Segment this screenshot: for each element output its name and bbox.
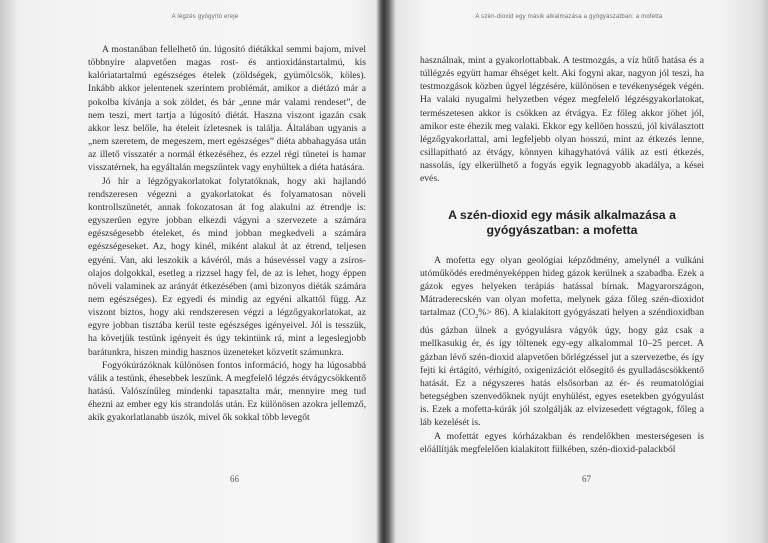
page-number-left: 66 (230, 474, 239, 484)
right-page (386, 0, 768, 543)
left-paragraph-1: A mostanában fellelhető ún. lúgosító diétákkal semmi bajom, mivel többnyire alapvetően magas rost- és antioxidánstartalmú, kis kalóriatartalmú egészséges ételek (zöldségek, gyümölcsök, köles). Inkább akkor jelentenek szerintem problémát, amikor a diétázó már a pokolba kívánja a sok zöldet, és bár „enne már valami rendeset”, de nem teszi, mert tartja a lúgosító diétát. Haszna viszont igazán csak akkor lesz belőle, ha ételeit ízletesnek is találja. Általában ugyanis a „nem szeretem, de megeszem, mert egészséges” diéta abbahagyása után az illető visszatér a normál étkezéséhez, és ezzel régi tünetei is hamar visszatérnek, ha egyáltalán megszűntek vagy enyhültek a diéta hatására. (88, 44, 366, 174)
section-heading: A szén-dioxid egy másik alkalmazása a gyógyászatban: a mofetta (448, 207, 676, 237)
left-paragraph-3: Fogyókúrázóknak különösen fontos információ, hogy ha lúgosabbá válik a testünk, éhesebbek leszünk. A megfelelő légzés étvágycsökkentő hatású. Valószínűleg mindenki tapasztalta már, mennyire meg tud éhezni az ember egy kis strandolás után. Ez különösen azokra jellemző, akik gyakorlatlanabb úszók, mivel ők sokkal több levegőt (88, 359, 366, 424)
left-paragraph-2: Jó hír a légzőgyakorlatokat folytatóknak, hogy aki hajlandó rendszeresen végezni a gyakorlatokat és folyamatosan növeli kontrollszünetét, annak fokozatosan át fog alakulni az étrendje is: egyszerűen egyre jobban elkezdi vágyni a szervezete a számára egészségesebb ételeket, és mind jobban megkedveli a számára egészségeseket. Az, hogy kinél, miként alakul át az étrend, teljesen egyéni. Van, aki leszokik a kávéról, más a húsevéssel vagy a zsíros-olajos dolgokkal, esetleg a rizzsel hagy fel, de az is lehet, hogy éppen növeli valaminek az arányát étkezésében (ami bizonyos diéták számára nem egészséges). Ez egyedi és mindig az egyéni alkattól függ. Az viszont biztos, hogy aki rendszeresen végzi a légzőgyakorlatokat, az egyre jobban tisztába kerül teste egészséges igényeivel. Jól is tesszük, ha követjük testünk igényeit és úgy tekintünk rá, mint a legeslegjobb barátunkra, hiszen mindig hasznos üzeneteket közvetít számunkra. (88, 175, 366, 358)
mofetta-text-part-2: %> 86). A kialakított gyógyászati helyen a széndioxidban dús gázban ülnek a gyógyulásra vágyók úgy, hogy gáz csak a mellkasukig ér, és így töltenek egy-egy alkalommal 10–25 percet. A gázban lévő szén-dioxid alapvetően bőrlégzéssel jut a szervezetbe, és így fejti ki értágító, vérhígító, oxigenizációt elősegítő és gyulladáscsökkentő hatását. Ez a négyszeres hatás elsősorban az ér- és reumatológiai betegségben szenvedőknek nyújt enyhülést, egyes esetekben gyógyulást is. Ezek a mofetta-kúrák jól szolgálják az elvizesedett végtagok, főleg a láb kezelését is. (420, 307, 705, 429)
right-paragraph-mofetta (420, 254, 704, 430)
running-head-left: A légzés gyógyító ereje (171, 14, 239, 20)
right-page-body (420, 54, 704, 456)
page-number-right: 67 (582, 474, 591, 484)
left-page-body (88, 43, 366, 425)
right-paragraph-last: A mofettát egyes kórházakban és rendelőkben mesterségesen is előállítják megfelelően kialakított fülkében, szén-dioxid-palackból (420, 430, 704, 455)
right-paragraph-continued: használnak, mint a gyakorlottabbak. A testmozgás, a víz hűtő hatása és a túllégzés együtt hamar éhséget kelt. Aki fogyni akar, nagyon jól teszi, ha testmozgások közben ügyel légzésére, különösen e tevékenységek végén. Ha valaki nyugalmi helyzetben végez megfelelő légzésgyakorlatokat, természetesen akkor is csökken az étvágya. Ez főleg akkor jöhet jól, amikor este éhezik meg valaki. Ekkor egy kellően hosszú, jól kiválasztott légzőgyakorlattal, ami legfeljebb olyan hosszú, mint az étkezés lenne, csillapítható az étvágy, könnyen kihagyhatóvá válik az esti étkezés, nassolás, így elkerülhető a fogyás egyik legnagyobb akadálya, a kései evés. (420, 55, 704, 185)
left-page (0, 0, 382, 543)
running-head-right: A szén-dioxid egy másik alkalmazása a gyógyászatban: a mofetta (475, 14, 663, 20)
mofetta-text-part-1: A mofetta egy olyan geológiai képződmény, amelynél a vulkáni utóműködés eredményeképpen hideg gázok kerülnek a szabadba. Ezek a gázok egyes helyeken terápiás hatással bírnak. Magyarországon, Mátraderecskén van olyan mofetta, melynek gáza főleg szén-dioxidot tartalmaz (CO (420, 254, 704, 319)
co2-subscript: 2 (475, 314, 479, 321)
